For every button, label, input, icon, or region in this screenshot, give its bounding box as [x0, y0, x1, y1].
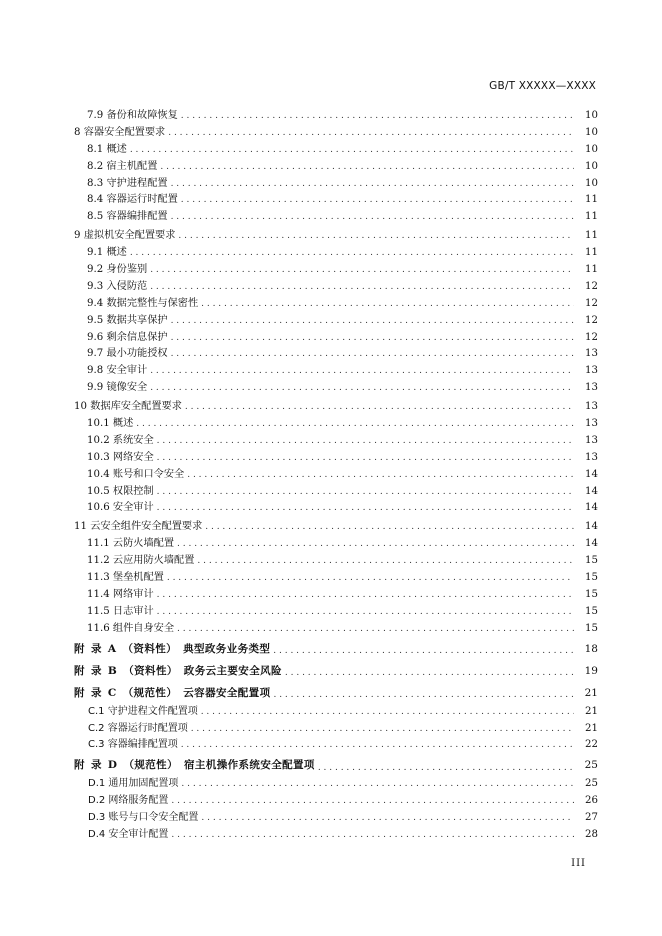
dot-leader [171, 793, 574, 810]
toc-section-entry[interactable] [74, 467, 598, 484]
toc-section-entry[interactable] [74, 450, 598, 467]
toc-entry-page: 15 [585, 555, 598, 567]
toc-entry-label: C.3 容器编排配置项 [88, 739, 178, 751]
toc-entry-page: 22 [585, 739, 598, 751]
toc-entry-page: 13 [585, 401, 598, 413]
toc-section-entry[interactable] [74, 245, 598, 262]
dot-leader [191, 721, 574, 738]
dot-leader [181, 737, 574, 754]
toc-entry-page: 14 [585, 538, 598, 550]
dot-leader [130, 245, 574, 262]
toc-section-entry[interactable] [74, 159, 598, 176]
toc-entry-page: 11 [585, 264, 598, 276]
toc-section-entry[interactable] [74, 433, 598, 450]
toc-entry-label: 9.3 入侵防范 [87, 280, 148, 292]
toc-section-entry[interactable] [74, 313, 598, 330]
toc-section-entry[interactable] [74, 279, 598, 296]
dot-leader [318, 757, 574, 774]
toc-entry-label: 8.5 容器编排配置 [87, 211, 168, 223]
toc-entry-page: 10 [585, 143, 598, 155]
toc-chapter-entry[interactable] [74, 228, 598, 245]
dot-leader [171, 209, 574, 226]
dot-leader [178, 228, 574, 245]
page-number: III [571, 858, 586, 869]
toc-entry-label: 9.6 剩余信息保护 [87, 331, 168, 343]
toc-entry-label: 7.9 备份和故障恢复 [87, 110, 178, 121]
dot-leader [171, 346, 574, 363]
toc-entry-label: 8.2 宿主机配置 [87, 160, 158, 172]
dot-leader [157, 604, 574, 621]
toc-entry-page: 10 [585, 160, 598, 172]
toc-entry-label: D.3 账号与口令安全配置 [88, 812, 199, 824]
dot-leader [197, 553, 574, 570]
toc-entry-label: 附 录 D （规范性） 宿主机操作系统安全配置项 [74, 759, 315, 772]
toc-entry-page: 15 [585, 605, 598, 617]
dot-leader [160, 159, 574, 176]
toc-appendix-entry[interactable] [74, 660, 598, 682]
dot-leader [285, 662, 574, 679]
dot-leader [157, 450, 574, 467]
toc-entry-label: 8 容器安全配置要求 [74, 126, 166, 138]
toc-appendix-entry[interactable] [74, 754, 598, 776]
dot-leader [205, 519, 574, 536]
toc-entry-label: 10.3 网络安全 [87, 451, 154, 463]
dot-leader [150, 363, 574, 380]
toc-entry-page: 10 [585, 177, 598, 189]
toc-entry-label: D.1 通用加固配置项 [88, 778, 179, 790]
toc-section-entry[interactable] [74, 142, 598, 159]
toc-entry-label: 附 录 B （资料性） 政务云主要安全风险 [74, 664, 282, 677]
toc-appendix-section-entry[interactable] [74, 721, 598, 738]
toc-section-entry[interactable] [74, 570, 598, 587]
toc-appendix-section-entry[interactable] [74, 704, 598, 721]
toc-entry-page: 11 [585, 211, 598, 223]
dot-leader [167, 570, 574, 587]
toc-section-entry[interactable] [74, 604, 598, 621]
toc-entry-label: C.1 守护进程文件配置项 [88, 705, 198, 717]
toc-section-entry[interactable] [74, 500, 598, 517]
toc-entry-page: 12 [585, 314, 598, 326]
dot-leader [157, 500, 574, 517]
toc-entry-page: 14 [585, 521, 598, 533]
toc-entry-page: 11 [585, 194, 598, 206]
toc-entry-page: 25 [584, 759, 598, 772]
toc-entry-page: 19 [584, 664, 598, 677]
toc-entry-label: 附 录 A （资料性） 典型政务业务类型 [74, 642, 271, 655]
toc-entry-label: 10.4 账号和口令安全 [87, 468, 185, 480]
toc-entry-page: 28 [585, 828, 598, 840]
toc-entry-label: 9.7 最小功能授权 [87, 348, 168, 360]
toc-section-entry[interactable] [74, 346, 598, 363]
toc-entry-label: 9.1 概述 [87, 247, 127, 259]
toc-entry-page: 13 [585, 434, 598, 446]
toc-entry-label: 9.4 数据完整性与保密性 [87, 297, 199, 309]
toc-appendix-section-entry[interactable] [74, 827, 598, 844]
dot-leader [273, 640, 574, 657]
toc-section-entry[interactable] [74, 416, 598, 433]
toc-section-entry[interactable] [74, 587, 598, 604]
toc-appendix-section-entry[interactable] [74, 737, 598, 754]
toc-entry-page: 21 [584, 686, 598, 699]
toc-chapter-entry[interactable] [74, 125, 598, 142]
toc-entry-label: C.2 容器运行时配置项 [88, 722, 188, 734]
toc-entry-label: 8.1 概述 [87, 143, 127, 155]
toc-entry-page: 10 [585, 126, 598, 138]
dot-leader [150, 380, 574, 397]
toc-entry-page: 21 [585, 722, 598, 734]
toc-section-entry[interactable] [74, 484, 598, 501]
toc-appendix-section-entry[interactable] [74, 776, 598, 793]
toc-entry-label: 8.3 守护进程配置 [87, 177, 168, 189]
dot-leader [177, 621, 574, 638]
dot-leader [201, 296, 574, 313]
toc-entry-label: 9.8 安全审计 [87, 365, 148, 377]
toc-entry-label: 11.3 堡垒机配置 [87, 572, 164, 584]
dot-leader [168, 125, 574, 142]
toc-section-entry[interactable] [74, 108, 598, 125]
toc-entry-page: 15 [585, 588, 598, 600]
toc-section-entry[interactable] [74, 176, 598, 193]
toc-entry-page: 13 [585, 365, 598, 377]
dot-leader [150, 279, 574, 296]
toc-entry-label: 11.6 组件自身安全 [87, 622, 175, 634]
toc-entry-label: 9.5 数据共享保护 [87, 314, 168, 326]
toc-entry-label: 10 数据库安全配置要求 [74, 401, 182, 413]
dot-leader [157, 484, 574, 501]
dot-leader [130, 142, 574, 159]
toc-entry-label: 附 录 C （规范性） 云容器安全配置项 [74, 686, 271, 699]
dot-leader [171, 313, 574, 330]
toc-appendix-entry[interactable] [74, 682, 598, 704]
dot-leader [171, 330, 574, 347]
toc-entry-page: 14 [585, 485, 598, 497]
toc-entry-label: D.4 安全审计配置 [88, 828, 169, 840]
toc-entry-page: 13 [585, 382, 598, 394]
dot-leader [136, 416, 574, 433]
toc-entry-label: 11.5 日志审计 [87, 605, 154, 617]
toc-entry-label: 9 虚拟机安全配置要求 [74, 230, 176, 242]
toc-entry-page: 10 [585, 110, 598, 121]
document-code-header: GB/T XXXXX—XXXX [489, 80, 596, 92]
toc-appendix-entry[interactable] [74, 638, 598, 660]
toc-entry-page: 12 [585, 331, 598, 343]
toc-section-entry[interactable] [74, 209, 598, 226]
toc-entry-page: 18 [584, 642, 598, 655]
toc-entry-page: 14 [585, 468, 598, 480]
dot-leader [150, 262, 574, 279]
toc-entry-page: 27 [585, 812, 598, 824]
dot-leader [177, 536, 574, 553]
dot-leader [181, 776, 574, 793]
dot-leader [185, 399, 574, 416]
toc-entry-label: 10.6 安全审计 [87, 502, 154, 514]
toc-entry-page: 13 [585, 451, 598, 463]
toc-section-entry[interactable] [74, 330, 598, 347]
dot-leader [181, 192, 574, 209]
toc-entry-page: 11 [585, 247, 598, 259]
toc-entry-page: 13 [585, 418, 598, 430]
dot-leader [187, 467, 574, 484]
toc-entry-label: 11.4 网络审计 [87, 588, 154, 600]
toc-entry-label: 9.9 镜像安全 [87, 382, 148, 394]
toc-section-entry[interactable] [74, 296, 598, 313]
toc-entry-label: 10.1 概述 [87, 418, 134, 430]
toc-section-entry[interactable] [74, 363, 598, 380]
toc-entry-page: 11 [585, 230, 598, 242]
toc-section-entry[interactable] [74, 380, 598, 397]
toc-chapter-entry[interactable] [74, 399, 598, 416]
dot-leader [273, 684, 574, 701]
toc-section-entry[interactable] [74, 262, 598, 279]
dot-leader [171, 176, 574, 193]
toc-entry-page: 15 [585, 622, 598, 634]
toc-entry-label: 9.2 身份鉴别 [87, 264, 148, 276]
toc-entry-label: 10.2 系统安全 [87, 434, 154, 446]
toc-chapter-entry[interactable] [74, 519, 598, 536]
toc-entry-page: 21 [585, 705, 598, 717]
toc-section-entry[interactable] [74, 621, 598, 638]
toc-entry-label: 11 云安全组件安全配置要求 [74, 521, 203, 533]
toc-entry-label: 11.2 云应用防火墙配置 [87, 555, 195, 567]
toc-appendix-section-entry[interactable] [74, 793, 598, 810]
toc-entry-page: 26 [585, 795, 598, 807]
dot-leader [157, 587, 574, 604]
dot-leader [157, 433, 574, 450]
toc-entry-page: 25 [585, 778, 598, 790]
toc-section-entry[interactable] [74, 553, 598, 570]
toc-entry-label: D.2 网络服务配置 [88, 795, 169, 807]
toc-entry-page: 15 [585, 572, 598, 584]
toc-entry-page: 12 [585, 297, 598, 309]
dot-leader [181, 108, 574, 125]
toc-entry-page: 14 [585, 502, 598, 514]
dot-leader [171, 827, 574, 844]
dot-leader [201, 704, 574, 721]
table-of-contents [74, 108, 598, 844]
toc-entry-page: 13 [585, 348, 598, 360]
dot-leader [201, 810, 574, 827]
toc-entry-label: 8.4 容器运行时配置 [87, 194, 178, 206]
toc-entry-label: 11.1 云防火墙配置 [87, 538, 175, 550]
toc-section-entry[interactable] [74, 192, 598, 209]
toc-entry-page: 12 [585, 280, 598, 292]
toc-entry-label: 10.5 权限控制 [87, 485, 154, 497]
toc-section-entry[interactable] [74, 536, 598, 553]
toc-appendix-section-entry[interactable] [74, 810, 598, 827]
